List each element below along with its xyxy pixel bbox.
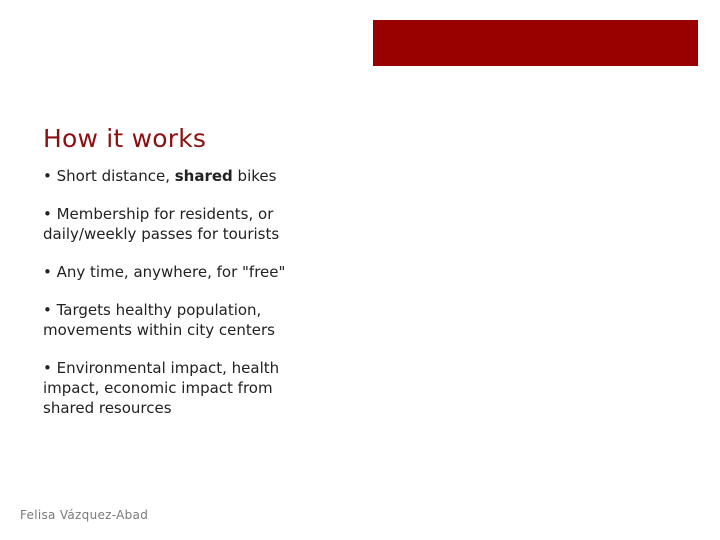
bullet-item-short-distance	[43, 166, 313, 186]
bullet-text: • Any time, anywhere, for "free"	[43, 263, 286, 281]
bullet-item-targets	[43, 300, 313, 340]
bullet-text-bold: shared	[174, 167, 233, 185]
bullet-text: • Membership for residents, or daily/weekly passes for tourists	[43, 205, 280, 243]
slide-title: How it works	[43, 124, 207, 153]
header-accent-bar	[373, 20, 698, 66]
bullet-text-prefix: • Short distance,	[43, 167, 175, 185]
bullet-item-membership	[43, 204, 313, 244]
bullet-text	[43, 167, 276, 185]
bullet-item-any-time	[43, 262, 313, 282]
bullet-text: • Environmental impact, health impact, economic impact from shared resources	[43, 359, 280, 417]
bullet-text: • Targets healthy population, movements within city centers	[43, 301, 275, 339]
bullet-text-suffix: bikes	[232, 167, 277, 185]
bullet-list	[43, 166, 313, 436]
bullet-item-impact	[43, 358, 313, 418]
footer-author: Felisa Vázquez-Abad	[20, 508, 149, 522]
